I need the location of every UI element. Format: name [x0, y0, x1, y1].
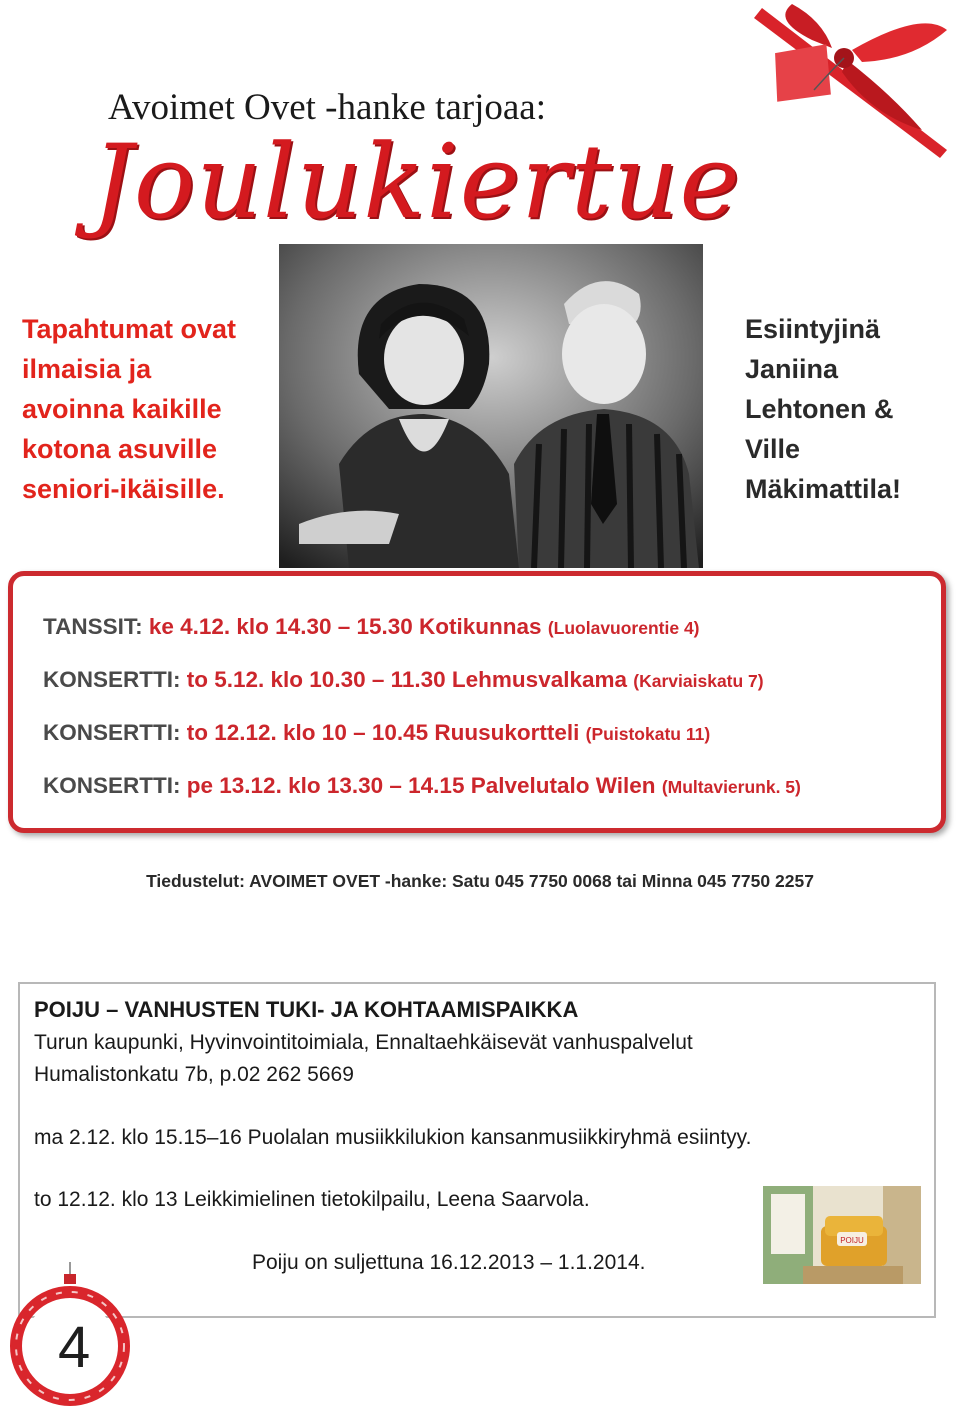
schedule-address: (Multavierunk. 5): [661, 777, 801, 797]
note-line: Ville: [745, 434, 801, 464]
poiju-event: to 12.12. klo 13 Leikkimielinen tietokilpailu, Leena Saarvola.: [34, 1188, 590, 1211]
schedule-address: (Karviaiskatu 7): [633, 671, 764, 691]
schedule-label: KONSERTTI:: [43, 773, 181, 798]
schedule-row: [43, 614, 700, 640]
schedule-box: [8, 571, 946, 833]
note-line: ilmaisia ja: [22, 354, 152, 384]
schedule-time: to 5.12. klo 10.30 – 11.30 Lehmusvalkama: [180, 667, 634, 692]
performers-photo: [279, 244, 703, 568]
cushion-text: POIJU: [840, 1236, 864, 1245]
ribbon-bow-icon: [752, 0, 960, 160]
page-title: Joulukiertue: [92, 123, 741, 242]
schedule-label: TANSSIT:: [43, 614, 143, 639]
free-events-note: [22, 309, 282, 509]
note-line: Mäkimattila!: [745, 474, 902, 504]
poiju-heading: POIJU – VANHUSTEN TUKI- JA KOHTAAMISPAIKKA: [34, 997, 579, 1022]
poiju-closed-notice: Poiju on suljettuna 16.12.2013 – 1.1.2014.: [252, 1251, 646, 1274]
schedule-time: pe 13.12. klo 13.30 – 14.15 Palvelutalo Wilen: [180, 773, 662, 798]
schedule-address: (Luolavuorentie 4): [547, 618, 700, 638]
poiju-info-box: [18, 982, 936, 1318]
note-line: Lehtonen &: [745, 394, 894, 424]
schedule-row: [43, 720, 710, 746]
note-line: Esiintyjinä: [745, 314, 881, 344]
page-number: 4: [58, 1315, 91, 1380]
poiju-event: ma 2.12. klo 15.15–16 Puolalan musiikkilukion kansanmusiikkiryhmä esiintyy.: [34, 1126, 752, 1149]
schedule-address: (Puistokatu 11): [585, 724, 711, 744]
schedule-row: [43, 667, 764, 693]
page-number-badge: [6, 1262, 132, 1406]
schedule-label: KONSERTTI:: [43, 720, 181, 745]
poiju-organization: Turun kaupunki, Hyvinvointitoimiala, Ennaltaehkäisevät vanhuspalvelut: [34, 1031, 693, 1054]
note-line: Janiina: [745, 354, 839, 384]
poiju-lounge-photo: [763, 1186, 921, 1284]
schedule-row: [43, 773, 801, 799]
note-line: Tapahtumat ovat: [22, 314, 237, 344]
performers-note: [745, 309, 945, 509]
contact-info: Tiedustelut: AVOIMET OVET -hanke: Satu 045 7750 0068 tai Minna 045 7750 2257: [146, 871, 814, 891]
schedule-time: ke 4.12. klo 14.30 – 15.30 Kotikunnas: [142, 614, 548, 639]
schedule-time: to 12.12. klo 10 – 10.45 Ruusukortteli: [180, 720, 586, 745]
note-line: kotona asuville: [22, 434, 218, 464]
note-line: seniori-ikäisille.: [22, 474, 225, 504]
note-line: avoinna kaikille: [22, 394, 222, 424]
schedule-label: KONSERTTI:: [43, 667, 181, 692]
kicker-text: Avoimet Ovet -hanke tarjoaa:: [108, 87, 547, 128]
poiju-address: Humalistonkatu 7b, p.02 262 5669: [34, 1063, 354, 1086]
